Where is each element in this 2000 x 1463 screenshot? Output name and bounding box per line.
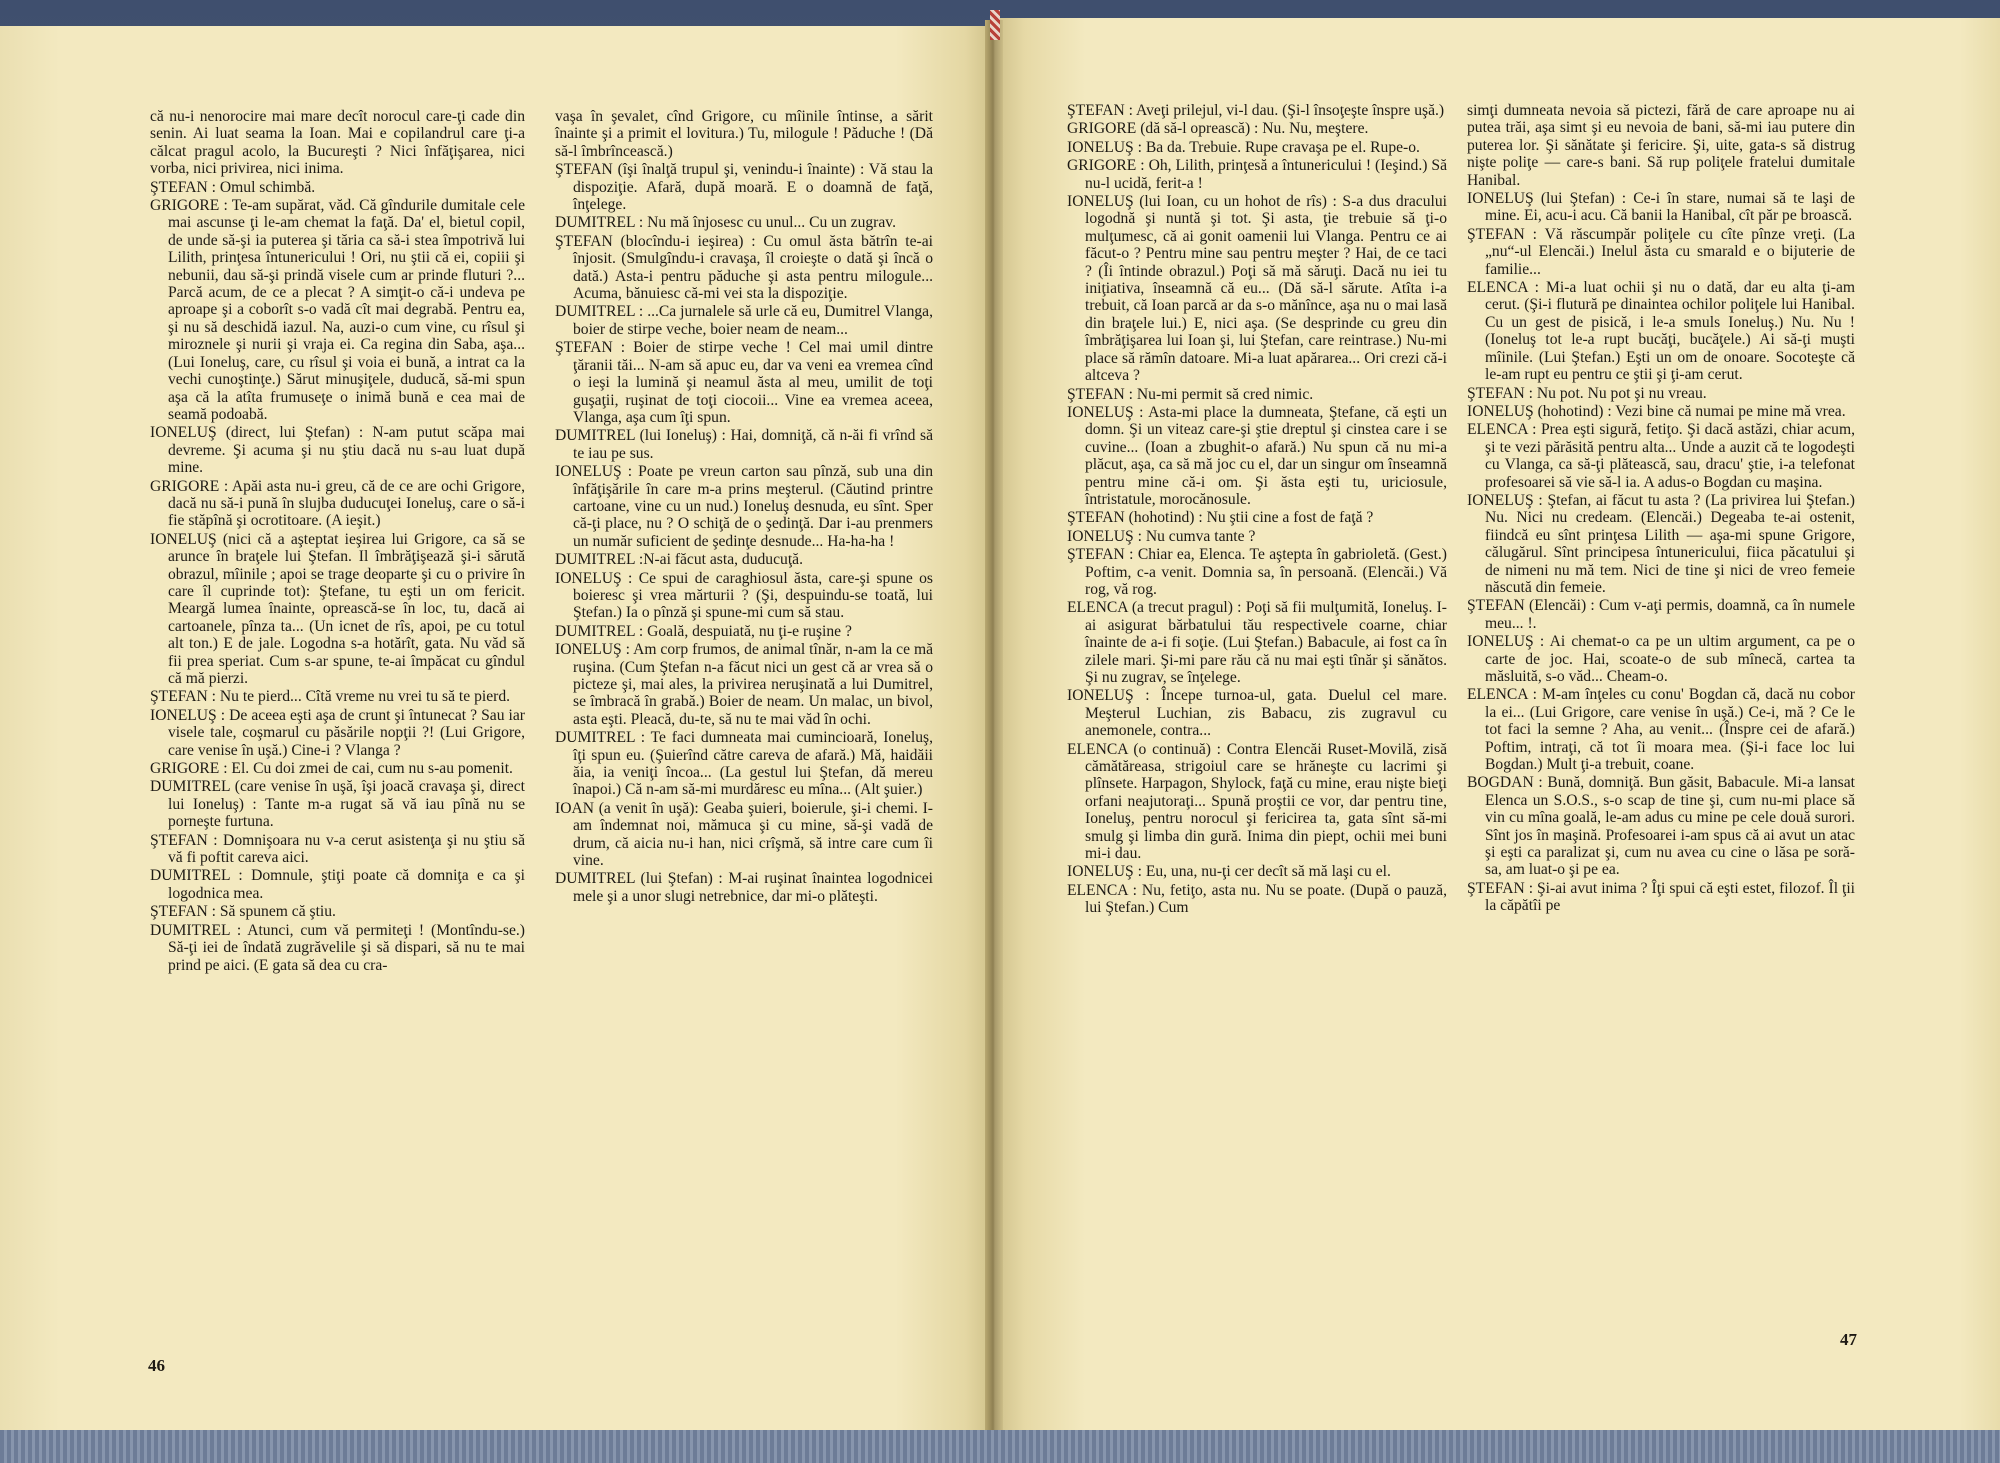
paragraph: IONELUŞ : De aceea eşti aşa de crunt şi întunecat ? Sau iar visele tale, coşmarul cu păsările nopţii ?! (Lui Grigore, care venise în uşă.) Cine-i ? Vlanga ?: [150, 706, 525, 759]
paragraph: DUMITREL : Te faci dumneata mai cumincioară, Ioneluş, îţi spun eu. (Şuierînd către careva de afară.) Mă, haidăii ăia, ia veniţi încoa... (La gestul lui Ştefan, dă mereu înapoi.) Că n-am să-mi murdăresc eu mîna... (Alt şuier.): [555, 729, 933, 799]
paragraph: ŞTEFAN : Şi-ai avut inima ? Îţi spui că eşti estet, filozof. Îl ţii la căpătîi pe: [1467, 879, 1855, 915]
paragraph: ŞTEFAN (îşi înalţă trupul şi, venindu-i înainte) : Vă stau la dispoziţie. Afară, după moară. E o doamnă de faţă, înţelege.: [555, 161, 933, 214]
paragraph: DUMITREL : Domnule, ştiţi poate că domniţa e ca şi logodnica mea.: [150, 867, 525, 902]
paragraph: GRIGORE : Apăi asta nu-i greu, că de ce are ochi Grigore, dacă nu să-i pună în slujba duducuţei Ioneluş, care o să-i fie stăpînă şi ocrotitoare. (A ieşit.): [150, 477, 525, 530]
bookmark-ribbon: [990, 10, 1000, 40]
left-page-column-2: [555, 108, 933, 906]
paragraph: ELENCA : Mi-a luat ochii şi nu o dată, dar eu alta ţi-am cerut. (Şi-i flutură pe dinaintea ochilor poliţele lui Hanibal. Cu un gest de pisică, i le-a smuls Ioneluş.) Nu. Nu ! (Ioneluş tot le-a rupt bucăţi, bucăţele.) Ai să-ţi muşti mîinile. (Lui Ştefan.) Eşti un om de onoare. Socoteşte că le-am rupt eu pentru ce ştii şi ţi-am cerut.: [1467, 279, 1855, 384]
paragraph: simţi dumneata nevoia să pictezi, fără de care aproape nu ai putea trăi, aşa simt şi eu nevoia de bani, să-mi iau putere din puterea lor. Şi sănătate şi fericire. Şi, uite, gata-s să distrug nişte poliţe — care-s bani. Să rup poliţele fratelui dumitale Hanibal.: [1467, 102, 1855, 189]
paragraph: DUMITREL : ...Ca jurnalele să urle că eu, Dumitrel Vlanga, boier de stirpe veche, boier neam de neam...: [555, 303, 933, 338]
paragraph: DUMITREL (care venise în uşă, îşi joacă cravaşa şi, direct lui Ioneluş) : Tante m-a rugat să vă iau pînă nu se porneşte furtuna.: [150, 778, 525, 831]
paragraph: IONELUŞ : Ştefan, ai făcut tu asta ? (La privirea lui Ştefan.) Nu. Nici nu credeam. (Elencăi.) Degeaba te-ai ostenit, fiindcă eu sînt prinţesa Lilith — aşa-mi spune Grigore, călugărul. Sînt principesa întunericului, fiica păcatului şi de nimeni nu mă tem. Nici de tine şi nici de vreo femeie născută din femeie.: [1467, 491, 1855, 596]
paragraph: ELENCA (o continuă) : Contra Elencăi Ruset-Movilă, zisă cămătăreasa, strigoiul care se hrăneşte cu lacrimi şi plînsete. Harpagon, Shylock, faţă cu mine, erau nişte bieţi orfani neajutoraţi... Spună proştii ce vor, dar pentru tine, Ioneluş, pentru norocul şi fericirea ta, gata sînt să-mi smulg şi limba din gură. Inima din piept, ochii mei buni mi-i dau.: [1067, 740, 1447, 863]
paragraph: ŞTEFAN : Boier de stirpe veche ! Cel mai umil dintre ţăranii tăi... N-am să apuc eu, dar va veni ea vremea cînd o ieşi la lumină şi neamul ăsta al meu, umilit de toţi guşaţii, ruşinat de toţi ciocoii... Vine ea vremea aceea, Vlanga, aşa cum îţi spun.: [555, 339, 933, 426]
paragraph: IONELUŞ : Ba da. Trebuie. Rupe cravaşa pe el. Rupe-o.: [1067, 138, 1420, 156]
paragraph: că nu-i nenorocire mai mare decît norocul care-ţi cade din senin. Ai luat seama la Ioan. Mai e copilandrul care ţi-a călcat pragul acolo, la Bucureşti ? Nici înfăţişarea, nici vorba, nici privirea, nici inima.: [150, 108, 525, 178]
paragraph: ŞTEFAN (blocîndu-i ieşirea) : Cu omul ăsta bătrîn te-ai înjosit. (Smulgîndu-i cravaşa, îl croieşte o dată şi încă o dată.) Asta-i pentru păduche şi asta pentru milogule... Acuma, bănuiesc că-mi vei sta la dispoziţie.: [555, 232, 933, 303]
paragraph: DUMITREL : Goală, despuiată, nu ţi-e ruşine ?: [555, 622, 852, 640]
paragraph: ŞTEFAN : Nu-mi permit să cred nimic.: [1067, 385, 1314, 403]
paragraph: DUMITREL (lui Ioneluş) : Hai, domniţă, că n-ăi fi vrînd să te iau pe sus.: [555, 427, 933, 462]
paragraph: GRIGORE (dă să-l oprească) : Nu. Nu, meştere.: [1067, 120, 1369, 138]
book-gutter: [985, 20, 1003, 1450]
paragraph: vaşa în şevalet, cînd Grigore, cu mîinile întinse, a sărit înainte şi a primit el lovitura.) Tu, milogule ! Păduche ! (Dă să-l îmbrîncească.): [555, 108, 933, 160]
paragraph: IONELUŞ (lui Ioan, cu un hohot de rîs) : S-a dus dracului logodnă şi nuntă şi tot. Şi asta, ţie trebuie să ţi-o mulţumesc, că ai gonit oamenii lui Vlanga. Pentru ce ai făcut-o ? Pentru mine sau pentru meşter ? Hai, de ce taci ? (Îi întinde obrazul.) Poţi să mă săruţi. Dacă nu iei tu iniţiativa, înseamnă că eu... (Dă să-l sărute. Atîta i-a trebuit, că Ioan parcă ar da s-o mănînce, aşa nu o mai lasă din braţele lui.) E, nici aşa. (Se desprinde cu greu din îmbrăţişarea lui Ioan şi, lui Ştefan, care reintrase.) Nu-mi place să rămîn datoare. Mi-a luat apărarea... Ori crezi că-i altceva ?: [1067, 193, 1447, 385]
paragraph: DUMITREL :N-ai făcut asta, duducuţă.: [555, 551, 803, 569]
paragraph: IONELUŞ : Am corp frumos, de animal tînăr, n-am la ce mă ruşina. (Cum Ştefan n-a făcut nici un gest că ar vrea să o picteze şi, mai ales, la privirea neruşinată a lui Dumitrel, se îmbracă în grabă.) Boier de neam. Un malac, un bivol, asta eşti. Pleacă, du-te, să nu te mai văd în ochi.: [555, 641, 933, 728]
paragraph: ŞTEFAN : Domnişoara nu v-a cerut asistenţa şi nu ştiu să vă fi poftit careva aici.: [150, 831, 525, 867]
paragraph: ELENCA : Nu, fetiţo, asta nu. Nu se poate. (După o pauză, lui Ştefan.) Cum: [1067, 881, 1447, 917]
paragraph: IONELUŞ : Începe turnoa-ul, gata. Duelul cel mare. Meşterul Luchian, zis Babacu, zis zugravul cu anemonele, contra...: [1067, 687, 1447, 740]
paragraph: IONELUŞ : Poate pe vreun carton sau pînză, sub una din înfăţişările în care m-a prins meşterul. (Căutind printre cartoane, vine cu un nud.) Ioneluş desnuda, eu sînt. Sper că-ţi place, nu ? O schiţă de o şedinţă. Dar i-au prenmers un număr suficient de şedinţe desnude... Ha-ha-ha !: [555, 463, 933, 550]
cover-edge: [0, 1430, 2000, 1463]
right-page-number: 47: [1840, 1330, 1857, 1349]
right-page: [995, 18, 2000, 1438]
paragraph: IONELUŞ (hohotind) : Vezi bine că numai pe mine mă vrea.: [1467, 402, 1846, 420]
left-page-column-1: [150, 108, 525, 975]
paragraph: ŞTEFAN (hohotind) : Nu ştii cine a fost de faţă ?: [1067, 509, 1374, 527]
paragraph: DUMITREL : Nu mă înjosesc cu unul... Cu un zugrav.: [555, 214, 896, 232]
paragraph: ŞTEFAN : Nu pot. Nu pot şi nu vreau.: [1467, 384, 1707, 402]
paragraph: GRIGORE : Oh, Lilith, prinţesă a întunericului ! (Ieşind.) Să nu-l ucidă, ferit-a !: [1067, 157, 1447, 192]
paragraph: IONELUŞ (nici că a aşteptat ieşirea lui Grigore, ca să se arunce în braţele lui Ştefan. Il îmbrăţişează şi-i sărută obrazul, mîinile ; apoi se trage deoparte şi cu o privire în care îl cuprinde tot): Ştefane, tu eşti un om fericit. Meargă lumea înainte, oprească-se în loc, tu, dacă ai cartoanele, pînza ta... (Un icnet de rîs, apoi, pe cu totul alt ton.) E de jale. Logodna s-a hotărît, gata. Nu văd să fii prea speriat. Cum s-ar spune, te-ai împăcat cu gîndul că mă pierzi.: [150, 530, 525, 687]
paragraph: IONELUŞ (lui Ştefan) : Ce-i în stare, numai să te laşi de mine. Ei, acu-i acu. Că banii la Hanibal, cît păr pe broască.: [1467, 190, 1855, 225]
paragraph: DUMITREL : Atunci, cum vă permiteţi ! (Montîndu-se.) Să-ţi iei de îndată zugrăvelile şi să dispari, să nu te mai prind pe aici. (E gata să dea cu cra-: [150, 921, 525, 974]
paragraph: IONELUŞ : Ce spui de caraghiosul ăsta, care-şi spune os boieresc şi vrea mărturii ? (Şi, despuindu-se toată, lui Ştefan.) Ia o pînză şi spune-mi cum să stau.: [555, 569, 933, 622]
left-page-number: 46: [148, 1356, 165, 1375]
paragraph: DUMITREL (lui Ştefan) : M-ai ruşinat înaintea logodnicei mele şi a unor slugi netrebnice, dar mi-o plăteşti.: [555, 870, 933, 905]
paragraph: IONELUŞ (direct, lui Ştefan) : N-am putut scăpa mai devreme. Şi acuma şi nu ştiu dacă nu s-au luat după mine.: [150, 424, 525, 477]
paragraph: ELENCA (a trecut pragul) : Poţi să fii mulţumită, Ioneluş. I-ai asigurat bărbatului tău respectivele coarne, chiar înainte de a-i fi soţie. (Lui Ştefan.) Babacule, ai fost ca în zilele mari. Şi-mi pare rău că nu mai eşti tînăr şi sănătos. Şi nu zugrav, se înţelege.: [1067, 599, 1447, 686]
paragraph: BOGDAN : Bună, domniţă. Bun găsit, Babacule. Mi-a lansat Elenca un S.O.S., s-o scap de tine şi, cum nu-mi place să vin cu mîna goală, le-am adus cu mine pe cele două surori. Sînt jos în maşină. Profesoarei i-am spus că ai avut un atac şi eşti ca paralizat şi, cum nu avea cu cine o lăsa pe soră-sa, am luat-o şi pe ea.: [1467, 774, 1855, 879]
paragraph: ŞTEFAN : Aveţi prilejul, vi-l dau. (Şi-l însoţeşte înspre uşă.): [1067, 102, 1445, 119]
paragraph: ŞTEFAN : Vă răscumpăr poliţele cu cîte pînze vreţi. (La „nu“-ul Elencăi.) Inelul ăsta cu smarald e o bijuterie de familie...: [1467, 225, 1855, 278]
paragraph: IONELUŞ : Eu, una, nu-ţi cer decît să mă laşi cu el.: [1067, 863, 1391, 881]
right-page-column-2: [1467, 102, 1855, 916]
paragraph: GRIGORE : Te-am supărat, văd. Că gîndurile dumitale cele mai ascunse ţi le-am chemat la faţă. Da' el, bietul copil, de unde să-şi ia puterea şi tăria ca să-i stea împotrivă lui Lilith, prinţesa întunericului ! Ori, nu ştii că ei, copiii şi nebunii, dau să-şi prindă visele cum ar prinde fluturi ?... Parcă acum, de ce a plecat ? A simţit-o că-i undeva pe aproape şi a coborît s-o vadă cît mai degrabă. Pentru ea, şi nu să deschidă iazul. Na, auzi-o cum vine, cu rîsul şi miroznele şi nurii şi vraja ei. Ca regina din Saba, aşa... (Lui Ioneluş, care, cu rîsul şi voia ei bună, a intrat ca la vechi cunoştinţe.) Sărut minuşiţele, duducă, să-mi spun aşa că la atîta frumuseţe o inimă bună e cea mai de seamă podoabă.: [150, 197, 525, 423]
paragraph: IONELUŞ : Ai chemat-o ca pe un ultim argument, ca pe o carte de joc. Hai, scoate-o de sub mînecă, cartea ta măsluită, s-o văd... Cheam-o.: [1467, 633, 1855, 685]
paragraph: ŞTEFAN : Chiar ea, Elenca. Te aştepta în gabrioletă. (Gest.) Poftim, c-a venit. Domnia sa, în persoană. (Elencăi.) Vă rog, vă rog.: [1067, 546, 1447, 598]
paragraph: ELENCA : M-am înţeles cu conu' Bogdan că, dacă nu cobor la ei... (Lui Grigore, care venise în uşă.) Ce-i, mă ? Ce le tot faci la semne ? Aha, au venit... (Înspre cei de afară.) Poftim, intraţi, că tot îi moara mea. (Şi-i face loc lui Bogdan.) Mult ţi-a trebuit, coane.: [1467, 686, 1855, 774]
paragraph: IONELUŞ : Asta-mi place la dumneata, Ştefane, că eşti un domn. Şi un viteaz care-şi ştie dreptul şi cinstea care i se cuvine... (Ioan a zbughit-o afară.) Nu spun că nu mi-a plăcut, aşa, ca să mă joc cu el, dar un singur om înseamnă pentru mine că-i om. Şi ăsta eşti tu, uriciosule, întristatule, morocănosule.: [1067, 403, 1447, 508]
paragraph: IOAN (a venit în uşă): Geaba şuieri, boierule, şi-i chemi. I-am îndemnat noi, mămuca şi cu mine, să-şi vadă de drum, că aicia nu-i han, nici crîşmă, să intre care cum îi vine.: [555, 799, 933, 870]
paragraph: IONELUŞ : Nu cumva tante ?: [1067, 527, 1256, 545]
paragraph: ŞTEFAN : Omul schimbă.: [150, 178, 316, 196]
paragraph: GRIGORE : El. Cu doi zmei de cai, cum nu s-au pomenit.: [150, 760, 513, 778]
paragraph: ELENCA : Prea eşti sigură, fetiţo. Şi dacă astăzi, chiar acum, şi te vezi părăsită pentru alta... Unde a auzit că te logodeşti cu Vlanga, ca să-ţi plătească, sau, dracu' ştie, i-a telefonat profesoarei să vie să-l ia. A adus-o Bogdan cu maşina.: [1467, 421, 1855, 491]
paragraph: ŞTEFAN (Elencăi) : Cum v-aţi permis, doamnă, ca în numele meu... !.: [1467, 597, 1855, 632]
paragraph: ŞTEFAN : Să spunem că ştiu.: [150, 903, 336, 921]
paragraph: ŞTEFAN : Nu te pierd... Cîtă vreme nu vrei tu să te pierd.: [150, 688, 511, 706]
right-page-column-1: [1067, 102, 1447, 918]
left-page: [0, 26, 995, 1438]
